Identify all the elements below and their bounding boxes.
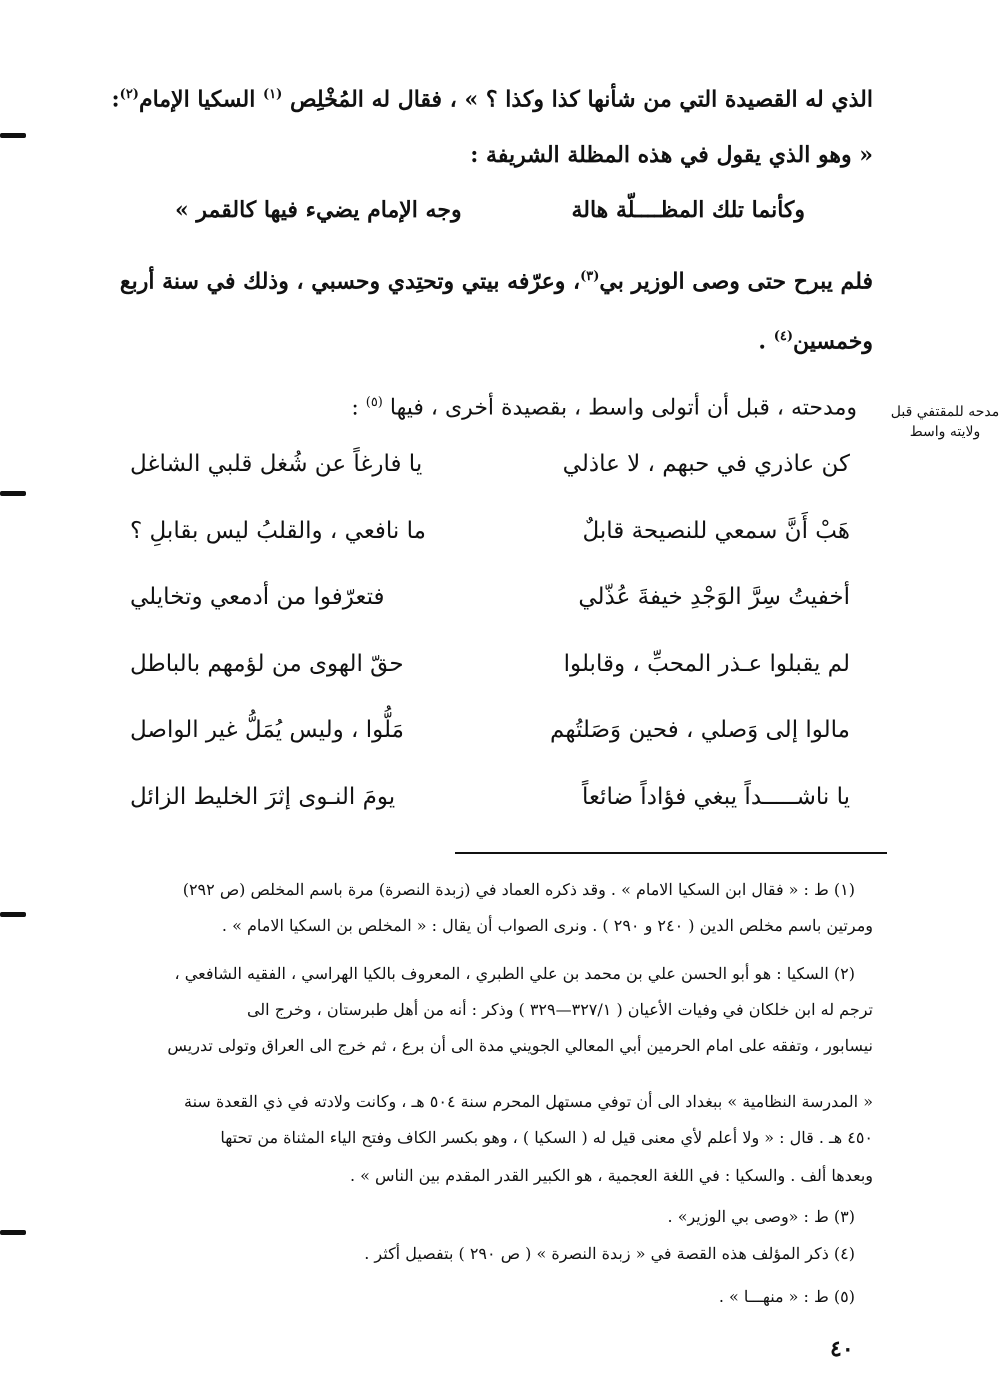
hemistich-first: أخفيتُ سِرَّ الوَجْدِ خيفةَ عُذّلي	[578, 584, 850, 610]
footnote-ref: (١)	[262, 87, 283, 102]
footnote-line: (٣) ط : «وصى بي الوزير» .	[667, 1207, 855, 1226]
binding-mark	[0, 1230, 26, 1235]
poem-verse	[110, 711, 850, 751]
hemistich-first: هَبْ أَنَّ سمعي للنصيحة قابلٌ	[582, 518, 850, 544]
hemistich-first: لم يقبلوا عـذر المحبِّ ، وقابلوا	[563, 651, 850, 677]
footnote-line: (١) ط : « فقال ابن السكيا الامام » . وقد ذكره العماد في (زبدة النصرة) مرة باسم المخلص (ص ٢٩٢)	[182, 880, 855, 899]
body-text: :	[351, 395, 359, 421]
body-text: فلم يبرح حتى وصى الوزير بي	[599, 268, 873, 295]
hemistich-second: يومَ النـوى إثرَ الخليط الزائل	[130, 784, 396, 810]
footnote-line: (٤) ذكر المؤلف هذه القصة في « زبدة النصرة » ( ص ٢٩٠ ) بتفصيل أكثر .	[364, 1244, 855, 1263]
poem-verse	[110, 445, 850, 485]
footnote-line: وبعدها ألف . والسكيا : في اللغة العجمية ، هو الكبير القدر المقدم بين الناس » .	[349, 1166, 873, 1185]
body-line-2	[470, 140, 873, 170]
body-line-1	[112, 80, 873, 114]
poem-verse	[110, 645, 850, 685]
footnote-line: نيسابور ، وتفقه على امام الحرمين أبي المعالي الجويني مدة الى أن برع ، ثم خرج الى العراق وتولى تدريس	[167, 1036, 873, 1055]
page-number: ٤٠	[830, 1336, 854, 1362]
poem-verse	[110, 512, 850, 552]
footnote-line: (٢) السكيا : هو أبو الحسن علي بن محمد بن علي الطبري ، المعروف بالكيا الهراسي ، الفقيه الشافعي ،	[174, 964, 855, 983]
poem-verse	[110, 578, 850, 618]
verse-left: وجه الإمام يضيء فيها كالقمر »	[175, 197, 462, 223]
body-text: ، وعرّفه بيتي وتحتِدي وحسبي ، وذلك في سنة أربع	[119, 268, 581, 295]
binding-mark	[0, 491, 26, 496]
body-text: ومدحته ، قبل أن أتولى واسط ، بقصيدة أخرى ، فيها	[389, 395, 857, 421]
hemistich-first: كن عاذري في حبهم ، لا عاذلي	[562, 451, 850, 477]
verse-right: وكأنما تلك المظــــلّة هالة	[571, 197, 805, 223]
footnote-ref: (٣)	[580, 269, 600, 284]
hemistich-first: مالوا إلى وَصلي ، فحين وَصَلتُهم	[550, 717, 850, 743]
footnote-line: ومرتين باسم مخلص الدين ( ٢٤٠ و ٢٩٠ ) . ونرى الصواب أن يقال : « المخلص بن السكيا الامام » .	[221, 916, 873, 935]
hemistich-second: مَلُّوا ، وليس يُمَلُّ غير الواصل	[130, 717, 404, 743]
body-text: السكيا الإمام	[138, 86, 256, 113]
footnote-ref: (٢)	[119, 87, 139, 102]
hemistich-second: حقّ الهوى من لؤمهم بالباطل	[130, 651, 404, 677]
footnote-ref: (٤)	[773, 329, 794, 344]
hemistich-second: يا فارغاً عن شُغل قلبي الشاغل	[130, 451, 423, 477]
binding-mark	[0, 133, 26, 138]
body-text: « وهو الذي يقول في هذه المظلة الشريفة :	[470, 142, 873, 168]
body-line-4	[120, 262, 873, 296]
footnote-line: (٥) ط : « منهـــا » .	[718, 1287, 855, 1306]
hemistich-first: يا ناشـــــداً يبغي فؤاداً ضائعاً	[581, 784, 850, 810]
poem-verse	[110, 778, 850, 818]
footnote-rule	[455, 852, 887, 854]
body-line-6	[351, 388, 857, 423]
body-text: :	[111, 86, 120, 113]
footnote-line: ٤٥٠ هـ . قال : « ولا أعلم لأي معنى قيل له ( السكيا ) ، وهو بكسر الكاف وفتح الياء المثناة من تحتها	[220, 1128, 873, 1147]
footnote-ref: (٥)	[365, 395, 383, 410]
body-text: الذي له القصيدة التي من شأنها كذا وكذا ؟ » ، فقال له المُخْلِص	[289, 86, 873, 113]
margin-note: مدحه للمقتفي قبل ولايته واسط	[890, 404, 1000, 440]
hemistich-second: ما نافعي ، والقلبُ ليس بقابلِ ؟	[130, 518, 426, 544]
footnote-line: ترجم له ابن خلكان في وفيات الأعيان ( ٣٢٧/١—٣٢٩ ) وذكر : أنه من أهل طبرستان ، وخرج الى	[246, 1000, 873, 1019]
footnote-line: « المدرسة النظامية » ببغداد الى أن توفي مستهل المحرم سنة ٥٠٤ هـ ، وكانت ولادته في ذي القعدة سنة	[184, 1092, 873, 1111]
body-line-5	[758, 322, 873, 356]
body-text: وخمسين	[793, 328, 873, 355]
body-text: .	[758, 328, 767, 355]
binding-mark	[0, 912, 26, 917]
hemistich-second: فتعرّفوا من أدمعي وتخايلي	[130, 584, 385, 610]
